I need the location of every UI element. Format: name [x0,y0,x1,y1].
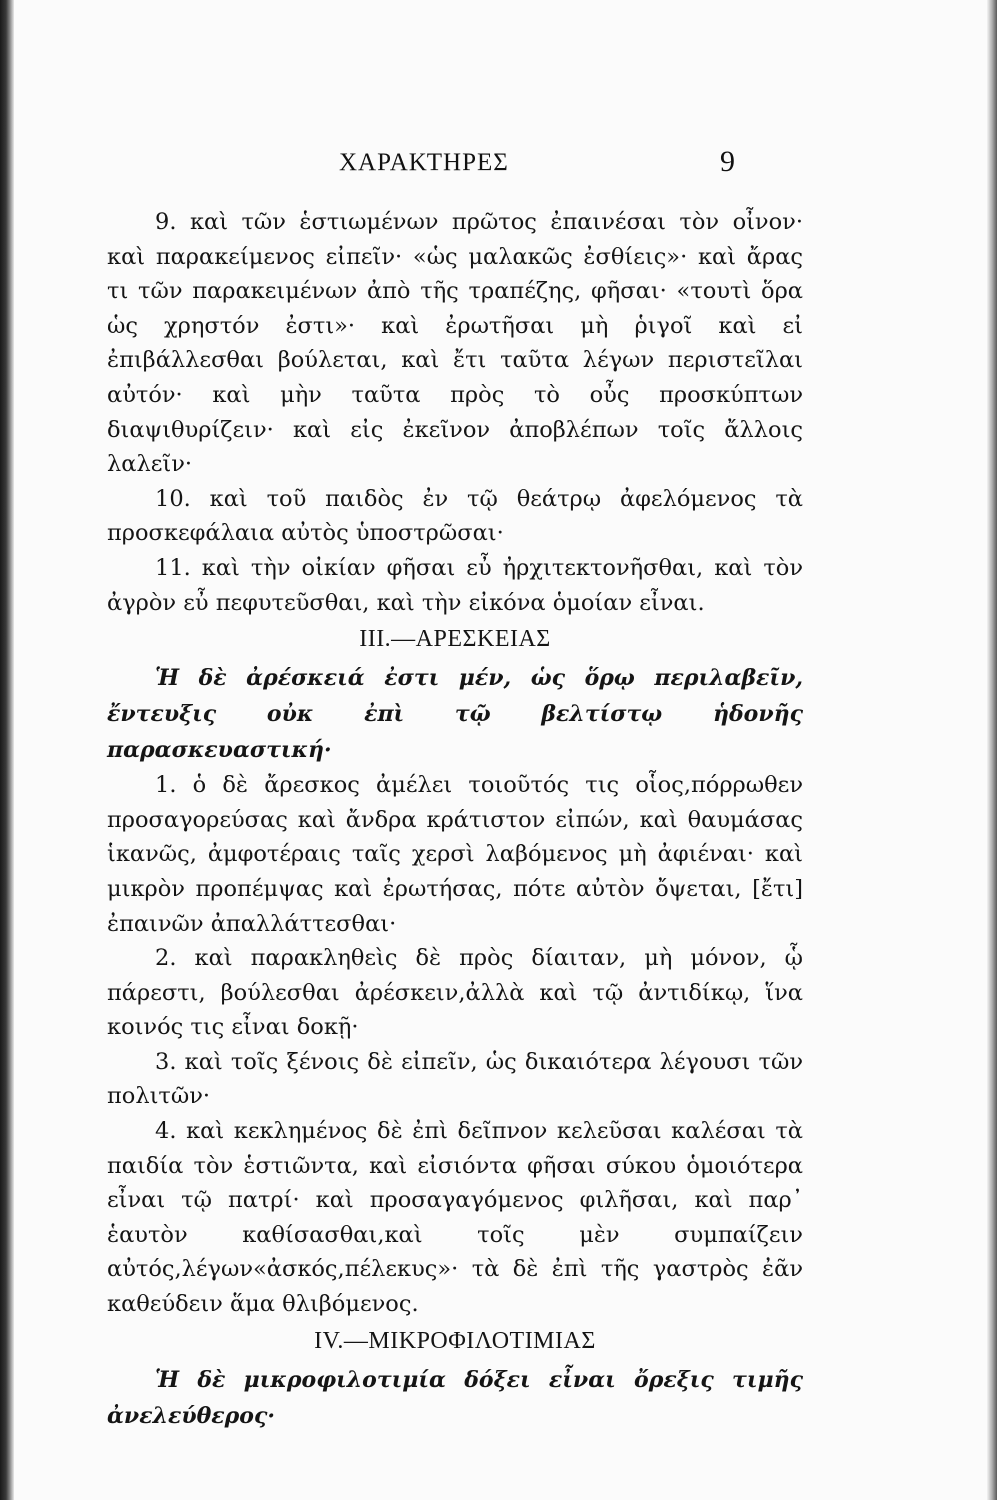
paragraph-section-10: 10. καὶ τοῦ παιδὸς ἐν τῷ θεάτρῳ ἀφελόμενος τὰ προσκεφάλαια αὐτὸς ὑποστρῶσαι· [107,485,803,547]
chapter-heading-mikrofilotimias: IV.—ΜΙΚΡΟΦΙΛΟΤΙΜΙΑΣ [314,1327,596,1354]
page-header [14,145,987,185]
page-number: 9 [720,145,735,178]
scan-edge-left [0,0,14,1500]
paragraph-section-1: 1. ὁ δὲ ἄρεσκος ἀμέλει τοιοῦτός τις οἷος,πόρρωθεν προσαγορεύσας καὶ ἄνδρα κράτιστον εἰπών, καὶ θαυμάσας ἱκανῶς, ἀμφοτέραις ταῖς χερσὶ λαβόμενος μὴ ἀφιέναι· καὶ μικρὸν προπέμψας καὶ ἐρωτήσας, πότε αὐτὸν ὄψεται, [ἔτι] ἐπαινῶν ἀπαλλάττεσθαι· [107,772,803,937]
page-text [107,205,803,1434]
definition-areskeia: Ἡ δὲ ἀρέσκειά ἐστι μέν, ὡς ὅρῳ περιλαβεῖν, ἔντευξις οὐκ ἐπὶ τῷ βελτίστῳ ἡδονῆς παρασκευαστική· [107,665,803,764]
paragraph-section-4: 4. καὶ κεκλημένος δὲ ἐπὶ δεῖπνον κελεῦσαι καλέσαι τὰ παιδία τὸν ἑστιῶντα, καὶ εἰσιόντα φῆσαι σύκου ὁμοιότερα εἶναι τῷ πατρί· καὶ προσαγαγόμενος φιλῆσαι, καὶ παρ᾽ ἑαυτὸν καθίσασθαι,καὶ τοῖς μὲν συμπαίζειν αὐτός,λέγων«ἀσκός,πέλεκυς»· τὰ δὲ ἐπὶ τῆς γαστρὸς ἐᾶν καθεύδειν ἅμα θλιβόμενος. [107,1118,803,1318]
paragraph-section-11: 11. καὶ τὴν οἰκίαν φῆσαι εὖ ἠρχιτεκτονῆσθαι, καὶ τὸν ἀγρὸν εὖ πεφυτεῦσθαι, καὶ τὴν εἰκόνα ὁμοίαν εἶναι. [107,554,803,616]
running-title: ΧΑΡΑΚΤΗΡΕΣ [339,149,509,176]
paragraph-section-9: 9. καὶ τῶν ἑστιωμένων πρῶτος ἐπαινέσαι τὸν οἶνον· καὶ παρακείμενος εἰπεῖν· «ὡς μαλακῶς ἐσθίεις»· καὶ ἄρας τι τῶν παρακειμένων ἀπὸ τῆς τραπέζης, φῆσαι· «τουτὶ ὅρα ὡς χρηστόν ἐστι»· καὶ ἐρωτῆσαι μὴ ῥιγοῖ καὶ εἰ ἐπιβάλλεσθαι βούλεται, καὶ ἔτι ταῦτα λέγων περιστεῖλαι αὐτόν· καὶ μὴν ταῦτα πρὸς τὸ οὖς προσκύπτων διαψιθυρίζειν· καὶ εἰς ἐκεῖνον ἀποβλέπων τοῖς ἄλλοις λαλεῖν· [107,209,803,478]
book-page [14,0,987,1500]
definition-mikrofilotimia: Ἡ δὲ μικροφιλοτιμία δόξει εἶναι ὄρεξις τιμῆς ἀνελεύθερος· [107,1366,803,1429]
paragraph-section-2: 2. καὶ παρακληθεὶς δὲ πρὸς δίαιταν, μὴ μόνον, ᾧ πάρεστι, βούλεσθαι ἀρέσκειν,ἀλλὰ καὶ τῷ ἀντιδίκῳ, ἵνα κοινός τις εἶναι δοκῇ· [107,945,803,1041]
paragraph-section-3: 3. καὶ τοῖς ξένοις δὲ εἰπεῖν, ὡς δικαιότερα λέγουσι τῶν πολιτῶν· [107,1048,803,1110]
scan-edge-right [987,0,997,1500]
chapter-heading-areskeias: III.—ΑΡΕΣΚΕΙΑΣ [359,626,551,653]
